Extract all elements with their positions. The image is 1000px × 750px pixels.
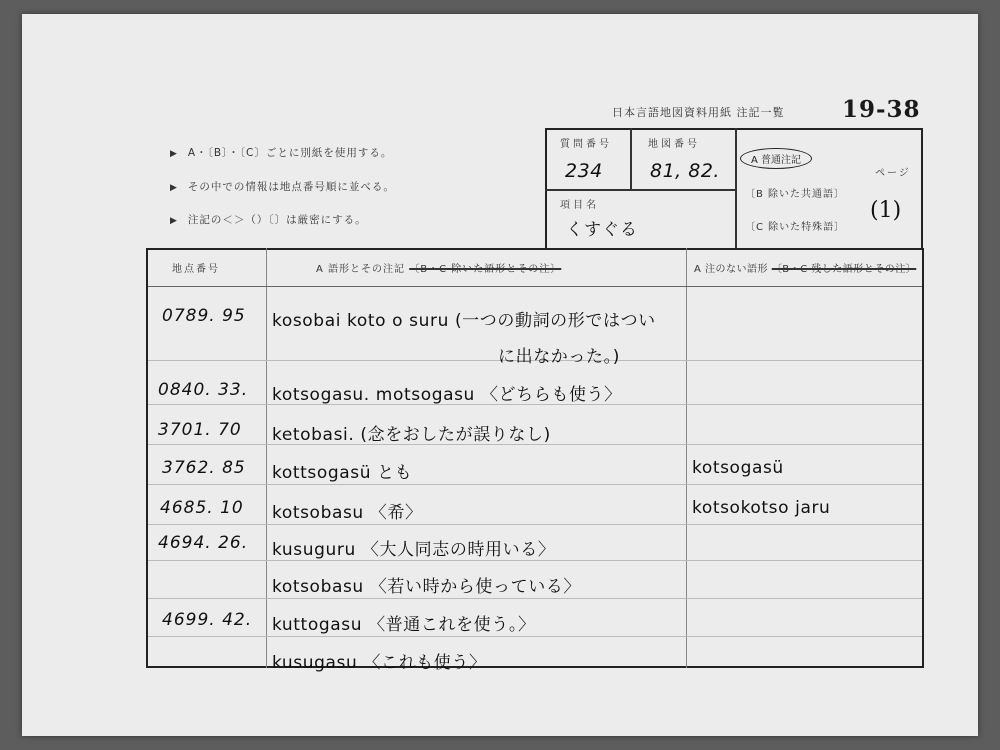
bullet-triangle-icon: ▶ <box>170 149 178 159</box>
option-c: 〔C 除いた特殊語〕 <box>745 222 846 233</box>
note-text: kotsokotso jaru <box>692 498 831 518</box>
location-number: 4685. 10 <box>160 498 244 518</box>
column-header-notes: A 注のない語形 〔B・C 残した語形とその注〕 <box>694 264 917 275</box>
divider <box>545 189 736 191</box>
instruction-item: ▶ その中での情報は地点番号順に並べる。 <box>170 181 395 193</box>
map-number-label: 地図番号 <box>648 139 700 150</box>
option-a-circled: A 普通注記 <box>740 148 812 169</box>
entry-text: kotsobasu 〈若い時から使っている〉 <box>272 577 582 597</box>
question-number-label: 質問番号 <box>560 139 612 150</box>
bullet-triangle-icon: ▶ <box>170 183 178 193</box>
entry-text: kottsogasü とも <box>272 463 413 483</box>
location-number: 4694. 26. <box>158 533 249 553</box>
entry-text: kosobai koto o suru (一つの動詞の形ではつい <box>272 311 656 331</box>
entry-text: に出なかった。) <box>498 347 620 367</box>
row-line <box>148 636 922 637</box>
location-number: 0840. 33. <box>158 380 249 400</box>
note-text: kotsogasü <box>692 458 784 478</box>
location-number: 4699. 42. <box>162 610 253 630</box>
map-number-value: 81, 82. <box>650 160 720 182</box>
location-number: 0789. 95 <box>162 306 246 326</box>
location-number: 3762. 85 <box>162 458 246 478</box>
entry-text: ketobasi. (念をおしたが誤りなし) <box>272 425 551 445</box>
column-header-location: 地点番号 <box>172 264 220 275</box>
entry-text: kotsogasu. motsogasu 〈どちらも使う〉 <box>272 385 622 405</box>
question-number-value: 234 <box>565 160 603 182</box>
page-number: (1) <box>870 198 902 223</box>
row-line <box>148 484 922 485</box>
entry-text: kusugasu 〈これも使う〉 <box>272 653 487 673</box>
page-label: ページ <box>875 168 911 179</box>
row-line <box>148 560 922 561</box>
column-header-main: A 語形とその注記 〔B・C 除いた語形とその注〕 <box>316 264 562 275</box>
instruction-item: ▶ 注記の＜＞（）〔〕は厳密にする。 <box>170 214 367 226</box>
bullet-triangle-icon: ▶ <box>170 216 178 226</box>
column-divider <box>266 248 267 668</box>
entry-text: kusuguru 〈大人同志の時用いる〉 <box>272 540 556 560</box>
form-title: 日本言語地図資料用紙 注記一覧 <box>612 106 785 119</box>
column-divider <box>686 248 687 668</box>
instruction-item: ▶ A・〔B〕・〔C〕ごとに別紙を使用する。 <box>170 147 393 159</box>
form-number: 19-38 <box>842 96 921 123</box>
option-b: 〔B 除いた共通語〕 <box>745 189 846 200</box>
item-name-label: 項目名 <box>560 200 599 211</box>
header-divider <box>148 286 922 287</box>
item-name-value: くすぐる <box>566 220 638 240</box>
divider <box>630 128 632 190</box>
row-line <box>148 524 922 525</box>
entry-text: kuttogasu 〈普通これを使う。〉 <box>272 615 536 635</box>
entry-text: kotsobasu 〈希〉 <box>272 503 423 523</box>
row-line <box>148 598 922 599</box>
location-number: 3701. 70 <box>158 420 242 440</box>
